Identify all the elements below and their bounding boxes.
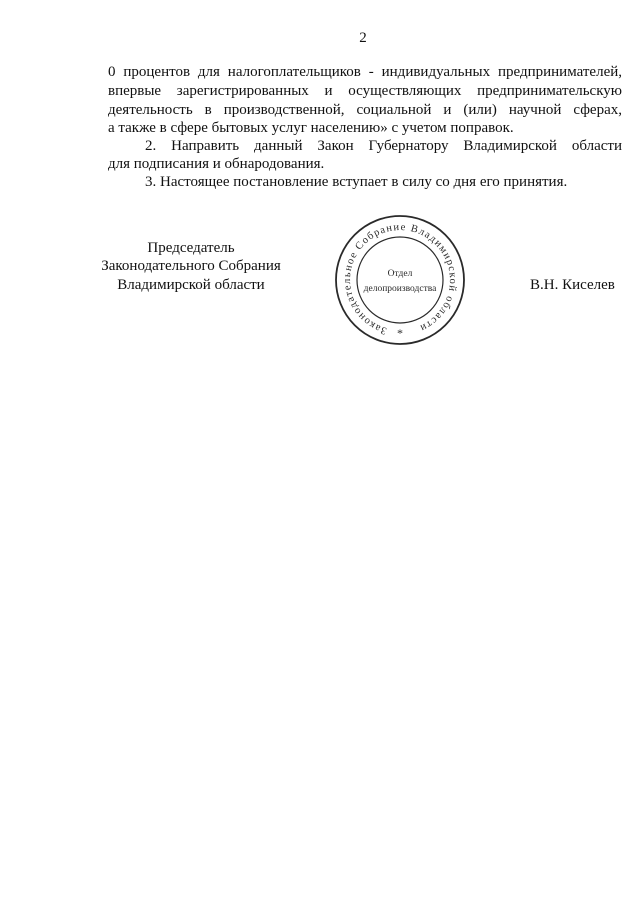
stamp-ring-mark: * (397, 326, 403, 340)
signatory-name: В.Н. Киселев (530, 277, 615, 293)
signatory-title-line: Владимирской области (117, 277, 265, 293)
item-2-line: для подписания и обнародования. (108, 156, 325, 172)
stamp-inner-ring (357, 237, 443, 323)
body-line: а также в сфере бытовых услуг населению» с учетом поправок. (108, 120, 514, 136)
item-2-line: 2. Направить данный Закон Губернатору Владимирской области (145, 138, 622, 154)
stamp-center-line: делопроизводства (363, 284, 437, 294)
body-line: деятельность в производственной, социальной и (или) научной сферах, (108, 102, 622, 118)
body-line: впервые зарегистрированных и осуществляющих предпринимательскую (108, 83, 622, 99)
page-number: 2 (359, 30, 367, 46)
body-line: 0 процентов для налогоплательщиков - индивидуальных предпринимателей, (108, 64, 622, 80)
item-3-line: 3. Настоящее постановление вступает в силу со дня его принятия. (145, 174, 568, 190)
signatory-title-line: Председатель (147, 240, 235, 256)
stamp-center-line: Отдел (387, 269, 413, 279)
stamp-ring-text-path: Законодательное Собрание Владимирской области (341, 221, 459, 337)
stamp-outer-ring (336, 216, 464, 344)
signatory-title-line: Законодательного Собрания (101, 258, 281, 274)
official-stamp (330, 210, 470, 350)
